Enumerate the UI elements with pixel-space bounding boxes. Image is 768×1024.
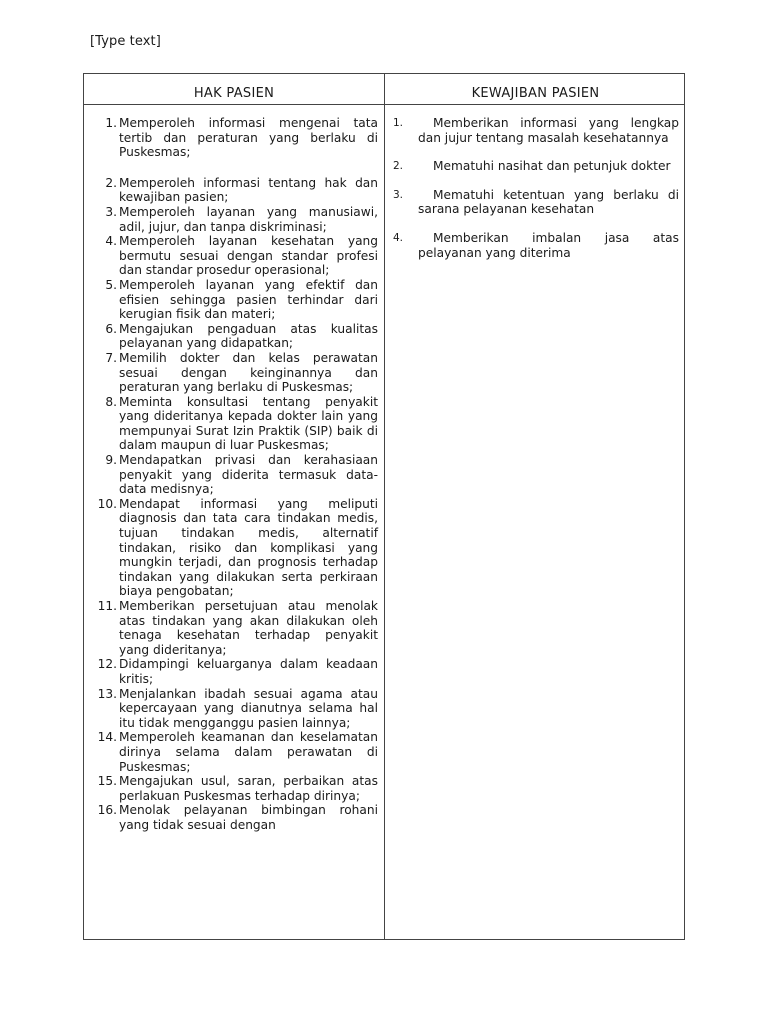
list-item bbox=[92, 453, 378, 497]
list-item-number: 13. bbox=[97, 686, 117, 701]
list-item-number: 8. bbox=[105, 394, 117, 409]
list-item bbox=[92, 497, 378, 599]
list-item-number: 12. bbox=[97, 657, 117, 672]
list-item-text: Memilih dokter dan kelas perawatan sesuai dengan keinginannya dan peraturan yang berlaku di Puskesmas; bbox=[119, 350, 378, 395]
list-item-text: Didampingi keluarganya dalam keadaan kritis; bbox=[119, 657, 378, 686]
list-item bbox=[92, 687, 378, 731]
list-item-text: Menolak pelayanan bimbingan rohani yang tidak sesuai dengan bbox=[119, 803, 378, 832]
list-item bbox=[92, 176, 378, 205]
column-divider bbox=[384, 74, 385, 939]
list-item-text: Mengajukan pengaduan atas kualitas pelayanan yang didapatkan; bbox=[119, 321, 378, 351]
header-row-divider bbox=[84, 104, 684, 105]
list-item-text: Memperoleh layanan yang efektif dan efisien sehingga pasien terhindar dari kerugian fisik dan materi; bbox=[119, 277, 378, 322]
list-item-text: Memberikan informasi yang lengkap dan jujur tentang masalah kesehatannya bbox=[418, 116, 679, 145]
list-item-text: Mematuhi ketentuan yang berlaku di sarana pelayanan kesehatan bbox=[418, 187, 679, 217]
list-item-text: Mematuhi nasihat dan petunjuk dokter bbox=[433, 159, 671, 174]
list-item bbox=[92, 730, 378, 774]
list-item-text: Memperoleh keamanan dan keselamatan dirinya selama dalam perawatan di Puskesmas; bbox=[119, 730, 378, 774]
kewajiban-pasien-list bbox=[393, 116, 679, 274]
page-header-text: [Type text] bbox=[90, 34, 161, 49]
list-item-text: Memberikan persetujuan atau menolak atas tindakan yang akan dilakukan oleh tenaga kesehatan terhadap penyakit yang dideritanya; bbox=[119, 599, 378, 657]
column-header-kewajiban-pasien: KEWAJIBAN PASIEN bbox=[471, 86, 600, 101]
list-item-text: Memperoleh layanan yang manusiawi, adil, jujur, dan tanpa diskriminasi; bbox=[119, 204, 378, 234]
list-item-number: 9. bbox=[105, 453, 117, 468]
list-item-number: 2. bbox=[105, 175, 117, 190]
list-item bbox=[92, 803, 378, 832]
list-item-text: Menjalankan ibadah sesuai agama atau kepercayaan yang dianutnya selama hal itu tidak mengganggu pasien lainnya; bbox=[119, 686, 378, 730]
list-item bbox=[92, 774, 378, 803]
list-item-text: Memperoleh informasi tentang hak dan kewajiban pasien; bbox=[119, 175, 378, 205]
list-item bbox=[92, 599, 378, 657]
list-item-number: 3. bbox=[393, 188, 404, 201]
list-item-number: 1. bbox=[393, 117, 404, 129]
list-item-text: Meminta konsultasi tentang penyakit yang dideritanya kepada dokter lain yang mempunyai Surat Izin Praktik (SIP) baik di dalam maupun di luar Puskesmas; bbox=[119, 394, 378, 453]
list-item bbox=[92, 234, 378, 278]
list-item-text: Memperoleh informasi mengenai tata tertib dan peraturan yang berlaku di Puskesmas; bbox=[119, 116, 378, 160]
list-item bbox=[92, 657, 378, 686]
list-item bbox=[92, 278, 378, 322]
list-item-number: 4. bbox=[105, 234, 117, 249]
list-item bbox=[92, 351, 378, 395]
list-item-number: 1. bbox=[105, 116, 117, 130]
list-item-number: 3. bbox=[105, 204, 117, 219]
list-item-text: Memperoleh layanan kesehatan yang bermutu sesuai dengan standar profesi dan standar prosedur operasional; bbox=[119, 234, 378, 278]
list-item bbox=[92, 205, 378, 234]
list-item-number: 16. bbox=[97, 803, 117, 818]
list-item bbox=[393, 231, 679, 260]
list-item bbox=[393, 159, 679, 174]
list-item bbox=[92, 395, 378, 453]
list-item-text: Mengajukan usul, saran, perbaikan atas perlakuan Puskesmas terhadap dirinya; bbox=[119, 774, 378, 803]
list-item-number: 4. bbox=[393, 231, 404, 244]
list-item-text: Mendapatkan privasi dan kerahasiaan penyakit yang diderita termasuk data-data medisnya; bbox=[119, 453, 378, 497]
list-item-number: 6. bbox=[105, 321, 117, 336]
hak-pasien-list bbox=[92, 116, 378, 833]
list-item bbox=[92, 322, 378, 351]
column-header-hak-pasien: HAK PASIEN bbox=[193, 86, 275, 101]
list-item bbox=[393, 188, 679, 217]
list-item-number: 10. bbox=[97, 496, 117, 511]
list-item-text: Memberikan imbalan jasa atas pelayanan yang diterima bbox=[418, 230, 679, 260]
list-item-number: 7. bbox=[105, 350, 117, 365]
list-item-number: 11. bbox=[97, 599, 117, 613]
list-item-number: 14. bbox=[97, 730, 117, 745]
list-item bbox=[393, 116, 679, 145]
list-item-number: 2. bbox=[393, 160, 404, 173]
rights-obligations-table bbox=[83, 73, 685, 940]
list-item-text: Mendapat informasi yang meliputi diagnosis dan tata cara tindakan medis, tujuan tindakan medis, alternatif tindakan, risiko dan komplikasi yang mungkin terjadi, dan prognosis terhadap tindakan yang dilakukan serta perkiraan biaya pengobatan; bbox=[119, 496, 378, 599]
list-item bbox=[92, 116, 378, 160]
list-item-number: 5. bbox=[105, 277, 117, 292]
list-item-number: 15. bbox=[97, 774, 117, 789]
